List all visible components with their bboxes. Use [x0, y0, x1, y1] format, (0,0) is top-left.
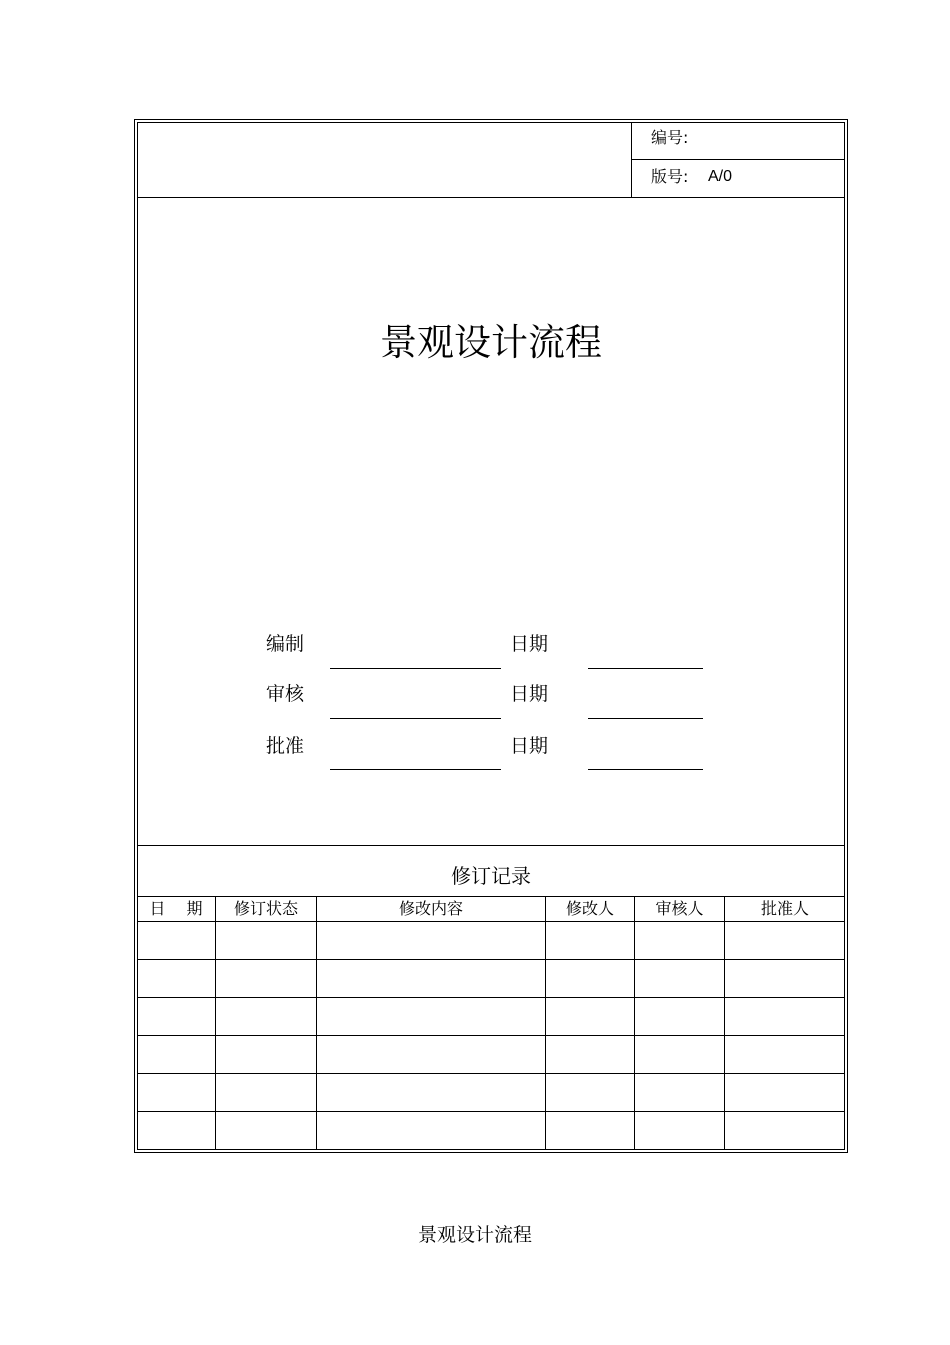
revision-header-bottom-line	[137, 921, 845, 922]
revision-header-top-line	[137, 896, 845, 897]
version-value: A/0	[708, 168, 733, 185]
column-header-revision-status: 修订状态	[233, 899, 298, 918]
date-line-approve	[588, 769, 703, 770]
column-header-change-content: 修改内容	[398, 899, 463, 918]
signature-date-label-approve: 日期	[510, 735, 549, 757]
signature-role-approve: 批准	[266, 735, 305, 757]
signature-line-approve	[330, 769, 501, 770]
document-inner-border	[137, 122, 845, 1150]
header-mid-line	[631, 159, 845, 160]
signature-line-review	[330, 718, 501, 719]
version-label: 版号:	[651, 167, 689, 186]
date-line-review	[588, 718, 703, 719]
date-line-compile	[588, 668, 703, 669]
signature-date-label-compile: 日期	[510, 633, 549, 655]
column-header-date: 日 期	[149, 899, 203, 918]
table-row	[137, 959, 845, 960]
table-row	[137, 1073, 845, 1074]
signature-date-label-review: 日期	[510, 683, 549, 705]
signature-line-compile	[330, 668, 501, 669]
revision-title: 修订记录	[451, 864, 531, 888]
revision-top-line	[137, 845, 845, 846]
table-row	[137, 1035, 845, 1036]
doc-number-label: 编号:	[651, 128, 689, 147]
table-row	[137, 1111, 845, 1112]
header-bottom-line	[137, 197, 845, 198]
signature-role-review: 审核	[266, 683, 305, 705]
column-header-reviewer: 审核人	[655, 899, 704, 918]
page-footer: 景观设计流程	[417, 1224, 532, 1246]
signature-role-compile: 编制	[266, 633, 305, 655]
document-title: 景观设计流程	[380, 321, 602, 364]
column-header-modifier: 修改人	[565, 899, 614, 918]
table-row	[137, 997, 845, 998]
column-header-approver: 批准人	[760, 899, 809, 918]
